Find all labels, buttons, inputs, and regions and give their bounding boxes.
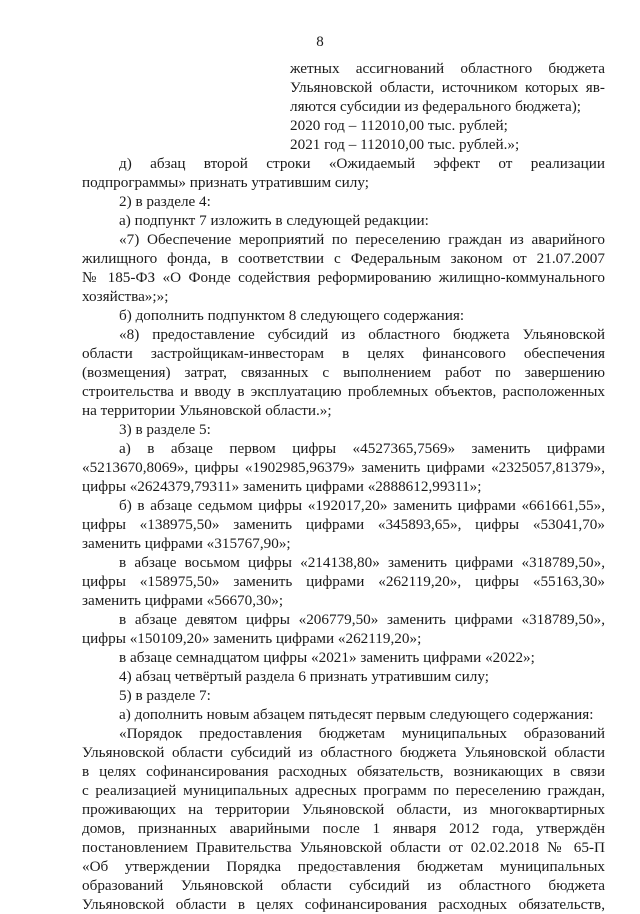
text-line: цифры «138975,50» заменить цифрами «345893,65», цифры «53041,70» <box>82 516 605 533</box>
text-line: с реализацией муниципальных адресных программ по переселению граждан, <box>82 782 605 799</box>
text-line: подпрограммы» признать утратившим силу; <box>82 174 369 191</box>
scan-smudge <box>318 862 360 876</box>
text-line: проживающих на территории Ульяновской области, из многоквартирных <box>82 801 605 818</box>
text-line: 4) абзац четвёртый раздела 6 признать утратившим силу; <box>119 668 489 685</box>
text-line: в абзаце семнадцатом цифры «2021» заменить цифрами «2022»; <box>119 649 535 666</box>
text-line: в абзаце девятом цифры «206779,50» заменить цифрами «318789,50», <box>119 611 605 628</box>
text-line: б) дополнить подпунктом 8 следующего содержания: <box>119 307 465 324</box>
text-line: в абзаце восьмом цифры «214138,80» заменить цифрами «318789,50», <box>119 554 605 571</box>
text-line: Ульяновской области субсидий из областного бюджета Ульяновской области <box>82 744 605 761</box>
text-line: образований Ульяновской области субсидий из областного бюджета <box>82 877 605 894</box>
text-line: цифры «2624379,79311» заменить цифрами «2888612,99311»; <box>82 478 482 495</box>
text-line: жилищного фонда, в соответствии с Федеральным законом от 21.07.2007 <box>82 250 605 267</box>
text-line: хозяйства»;»; <box>82 288 169 305</box>
text-line: «7) Обеспечение мероприятий по переселению граждан из аварийного <box>119 231 605 248</box>
text-line: 2021 год – 112010,00 тыс. рублей.»; <box>290 136 520 153</box>
text-line: заменить цифрами «56670,30»; <box>82 592 284 609</box>
text-line: 3) в разделе 5: <box>119 421 211 438</box>
text-line: «8) предоставление субсидий из областного бюджета Ульяновской <box>119 326 605 343</box>
text-line: жетных ассигнований областного бюджета <box>290 60 605 77</box>
text-line: б) в абзаце седьмом цифры «192017,20» заменить цифрами «661661,55», <box>119 497 605 514</box>
text-line: 2020 год – 112010,00 тыс. рублей; <box>290 117 508 134</box>
text-line: «Об утверждении Порядка предоставления бюджетам муниципальных <box>82 858 605 875</box>
text-line: домов, признанных аварийными после 1 января 2012 года, утверждён <box>82 820 605 837</box>
text-line: «Порядок предоставления бюджетам муниципальных образований <box>119 725 605 742</box>
text-line: 5) в разделе 7: <box>119 687 211 704</box>
text-line: цифры «150109,20» заменить цифрами «262119,20»; <box>82 630 422 647</box>
text-line: цифры «158975,50» заменить цифрами «262119,20», цифры «55163,30» <box>82 573 605 590</box>
text-line: а) дополнить новым абзацем пятьдесят первым следующего содержания: <box>119 706 594 723</box>
text-line: № 185-ФЗ «О Фонде содействия реформированию жилищно-коммунального <box>82 269 605 286</box>
text-line: на территории Ульяновской области.»; <box>82 402 332 419</box>
text-line: д) абзац второй строки «Ожидаемый эффект от реализации <box>119 155 605 172</box>
text-line: Ульяновской области, источником которых яв- <box>290 79 605 96</box>
text-line: (возмещения) затрат, связанных с выполнением работ по завершению <box>82 364 605 381</box>
text-line: а) в абзаце первом цифры «4527365,7569» заменить цифрами <box>119 440 605 457</box>
text-line: заменить цифрами «315767,90»; <box>82 535 291 552</box>
text-line: в целях софинансирования расходных обязательств, возникающих в связи <box>82 763 605 780</box>
text-line: Ульяновской области в целях софинансирования расходных обязательств, <box>82 896 605 913</box>
text-line: строительства и вводу в эксплуатацию проблемных объектов, расположенных <box>82 383 605 400</box>
text-line: а) подпункт 7 изложить в следующей редакции: <box>119 212 429 229</box>
text-line: ляются субсидии из федерального бюджета); <box>290 98 581 115</box>
text-line: постановлением Правительства Ульяновской области от 02.02.2018 № 65-П <box>82 839 605 856</box>
text-line: области застройщикам-инвесторам в целях финансового обеспечения <box>82 345 605 362</box>
text-line: «5213670,8069», цифры «1902985,96379» заменить цифрами «2325057,81379», <box>82 459 605 476</box>
text-line: 2) в разделе 4: <box>119 193 211 210</box>
page-number: 8 <box>316 34 324 50</box>
